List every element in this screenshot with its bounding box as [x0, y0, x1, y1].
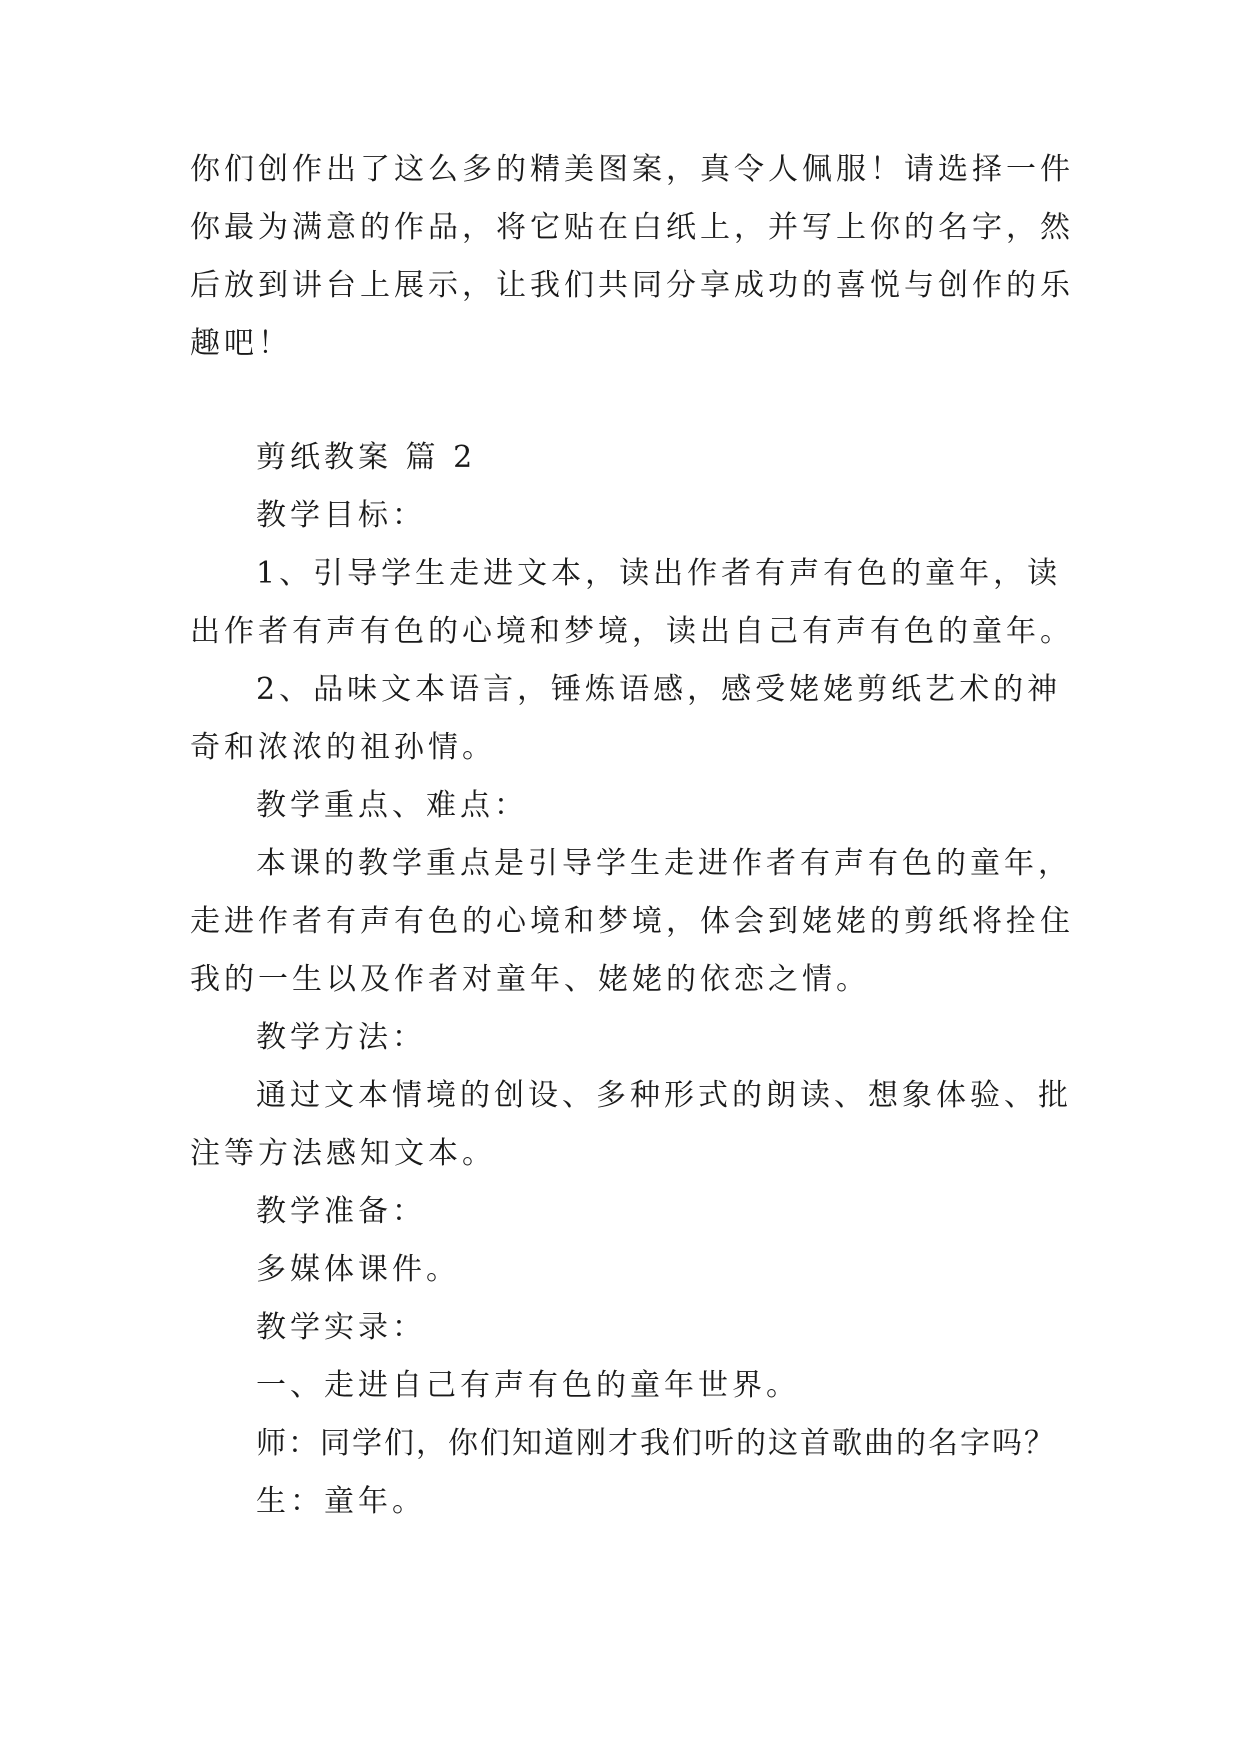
goal-1-line-1: 1、引导学生走进文本，读出作者有声有色的童年，读 [256, 556, 1062, 591]
key-points-line-2: 走进作者有声有色的心境和梦境，体会到姥姥的剪纸将拴住 [190, 904, 1074, 939]
key-points-line-1: 本课的教学重点是引导学生走进作者有声有色的童年， [256, 846, 1072, 881]
prep-heading: 教学准备： [256, 1194, 426, 1229]
methods-heading: 教学方法： [256, 1020, 426, 1055]
goal-2-line-2: 奇和浓浓的祖孙情。 [190, 730, 496, 765]
intro-line-2: 你最为满意的作品，将它贴在白纸上，并写上你的名字，然 [190, 210, 1074, 245]
record-heading: 教学实录： [256, 1310, 426, 1345]
key-points-line-3: 我的一生以及作者对童年、姥姥的依恋之情。 [190, 962, 870, 997]
intro-line-4: 趣吧！ [190, 326, 292, 361]
intro-line-3: 后放到讲台上展示，让我们共同分享成功的喜悦与创作的乐 [190, 268, 1074, 303]
record-step-1: 一、走进自己有声有色的童年世界。 [256, 1368, 800, 1403]
methods-line-1: 通过文本情境的创设、多种形式的朗读、想象体验、批 [256, 1078, 1072, 1113]
teacher-line: 师：同学们，你们知道刚才我们听的这首歌曲的名字吗？ [256, 1426, 1056, 1461]
goals-heading: 教学目标： [256, 498, 426, 533]
key-points-heading: 教学重点、难点： [256, 788, 528, 823]
intro-line-1: 你们创作出了这么多的精美图案，真令人佩服！请选择一件 [190, 152, 1074, 187]
prep-text: 多媒体课件。 [256, 1252, 460, 1287]
student-line: 生：童年。 [256, 1484, 426, 1519]
section-title: 剪纸教案 篇 2 [256, 440, 477, 475]
goal-2-line-1: 2、品味文本语言，锤炼语感，感受姥姥剪纸艺术的神 [256, 672, 1062, 707]
goal-1-line-2: 出作者有声有色的心境和梦境，读出自己有声有色的童年。 [190, 614, 1074, 649]
methods-line-2: 注等方法感知文本。 [190, 1136, 496, 1171]
